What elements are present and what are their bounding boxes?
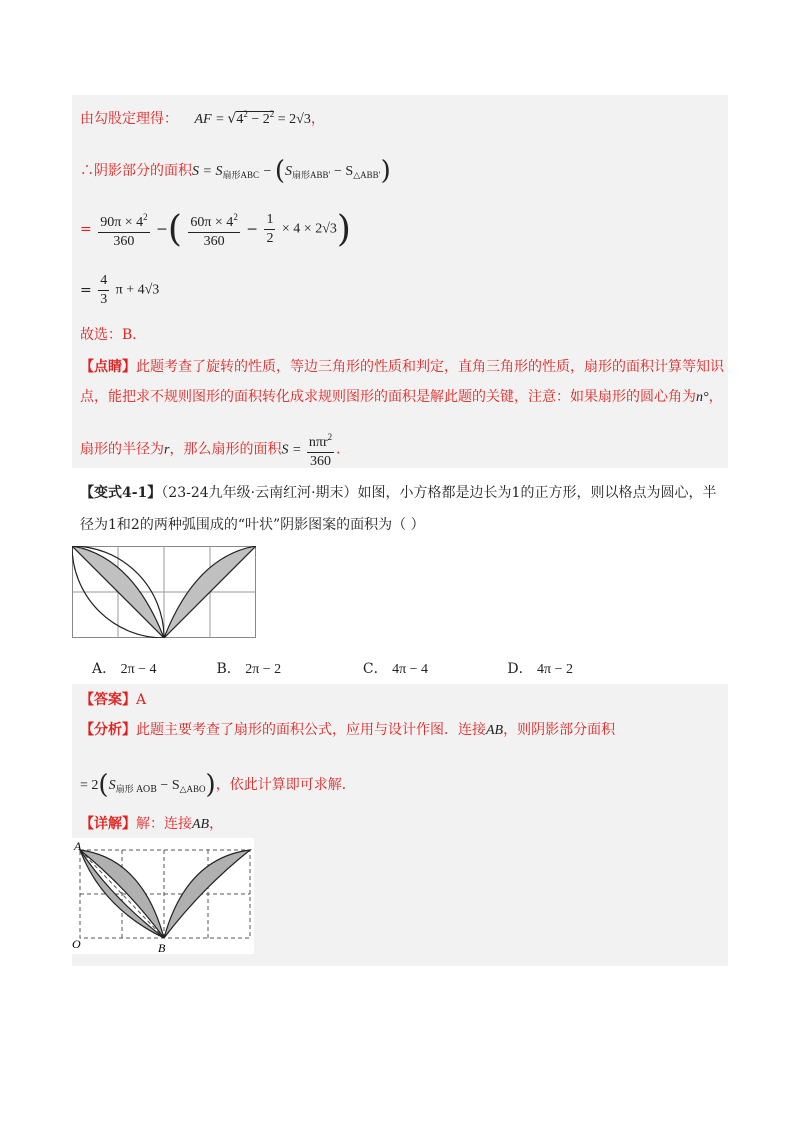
label-a: A xyxy=(74,839,82,853)
leaf-figure xyxy=(72,546,256,638)
answer-line: 【答案】A xyxy=(80,692,147,708)
option-d[interactable]: D． 4π − 2 xyxy=(507,661,574,677)
problem-line-1: 【变式4-1】（23-24九年级·云南红河·期末）如图，小方格都是边长为1的正方形，则以格点为圆心，半 xyxy=(80,485,717,501)
choose-line: 故选：B． xyxy=(80,327,147,343)
analysis-line-1: 【分析】此题主要考查了扇形的面积公式，应用与设计作图．连接AB，则阴影部分面积 xyxy=(80,722,616,738)
detail-line: 【详解】解：连接AB， xyxy=(80,816,224,832)
option-b[interactable]: B． 2π − 2 xyxy=(216,661,282,677)
comment-line-3: 扇形的半径为r，那么扇形的面积S = $\frac{n\pi r^2}{360}$ ． xyxy=(80,428,350,471)
label-o: O xyxy=(72,937,81,951)
analysis-line-2: = $2(S_{扇形 AOB} - S_{\triangle ABO})$，依此计算即可求解． xyxy=(80,770,356,800)
option-c[interactable]: C． 4π − 4 xyxy=(362,661,429,677)
solution-line-1: 由勾股定理得： AF = $√4^2 - 2^2 = 2√3$， xyxy=(80,109,325,127)
comment-line-1: 【点睛】此题考查了旋转的性质，等边三角形的性质和判定，直角三角形的性质，扇形的面积计算等知识 xyxy=(80,359,724,375)
options-line xyxy=(92,658,573,678)
solution-block xyxy=(72,95,728,468)
solution-figure xyxy=(72,838,254,954)
problem-line-2: 径为1和2的两种弧围成的“叶状”阴影图案的面积为（ ） xyxy=(80,517,425,533)
solution-line-2: ∴阴影部分的面积$S = S_{扇形ABC} - (S_{扇形ABB'} - S_{\triangle ABB'})$ xyxy=(80,156,391,186)
option-a[interactable]: A． 2π − 4 xyxy=(92,661,157,677)
label-b: B xyxy=(158,941,166,954)
solution-line-3: = $\frac{90\pi \times 4^2}{360}$ −( $\frac{60\pi \times 4^2}{360}$ − $\frac{1}{2}$ × 4 × 2√3) xyxy=(80,209,351,250)
solution-line-4: = $\frac{4}{3}$ π + 4√3 xyxy=(80,273,160,307)
comment-line-2: 点，能把求不规则图形的面积转化成求规则图形的面积是解此题的关键，注意：如果扇形的圆心角为n°， xyxy=(80,389,723,405)
